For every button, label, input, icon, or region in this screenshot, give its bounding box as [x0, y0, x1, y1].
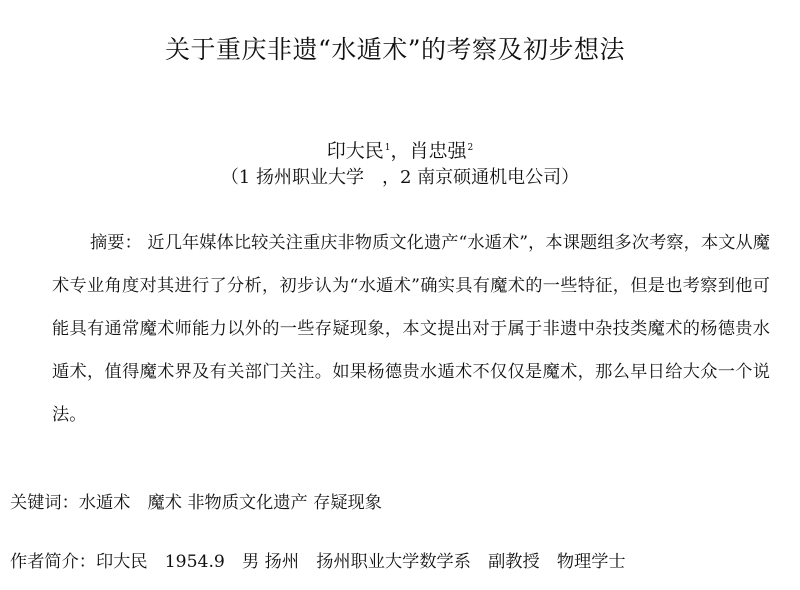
authors-line	[0, 136, 800, 163]
author-name: 肖忠强	[409, 140, 467, 162]
author-separator: ，	[390, 140, 410, 162]
author-bio-text: 印大民 1954.9 男 扬州 扬州职业大学数学系 副教授 物理学士	[95, 552, 626, 572]
author-bio-line	[10, 547, 626, 572]
document-title: 关于重庆非遗“水遁术”的考察及初步想法	[164, 35, 626, 64]
affiliation-marker: 2	[467, 142, 474, 153]
author-bio-label: 作者简介：	[10, 552, 96, 572]
keywords-text: 水遁术 魔术 非物质文化遗产 存疑现象	[78, 493, 382, 513]
affiliations: （1 扬州职业大学 ，2 南京硕通机电公司）	[220, 167, 580, 188]
affiliation-marker: 1	[384, 142, 391, 153]
abstract-paragraph	[52, 222, 770, 437]
keywords-label: 关键词：	[10, 493, 79, 513]
abstract-text: 近几年媒体比较关注重庆非物质文化遗产“水遁术”，本课题组多次考察，本文从魔术专业角度对其进行了分析，初步认为“水遁术”确实具有魔术的一些特征，但是也考察到他可能具有通常魔术师能力以外的一些存疑现象，本文提出对于属于非遗中杂技类魔术的杨德贵水遁术，值得魔术界及有关部门关注。如果杨德贵水遁术不仅仅是魔术，那么早日给大众一个说法。	[52, 233, 770, 425]
abstract-label: 摘要：	[90, 233, 142, 253]
author-name: 印大民	[326, 140, 384, 162]
keywords-line	[10, 488, 382, 513]
